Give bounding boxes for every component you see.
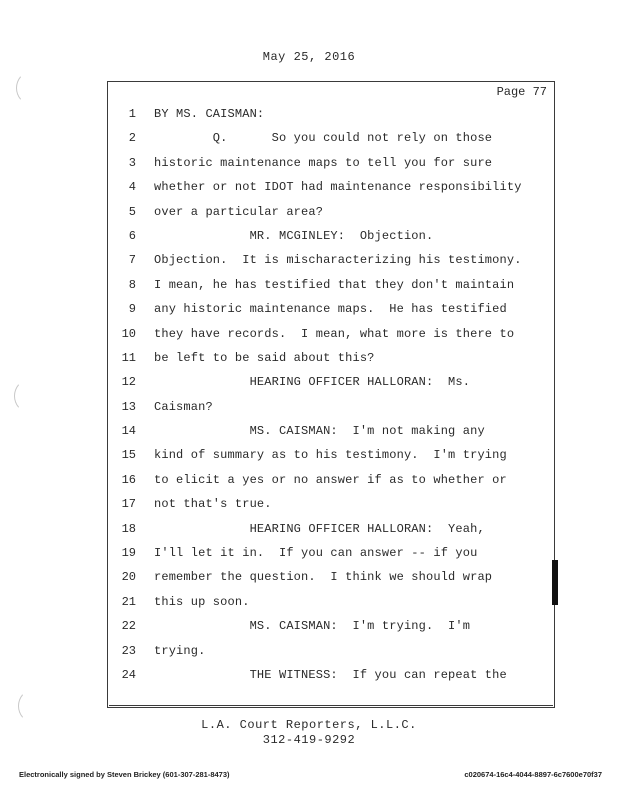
line-text: Caisman? — [154, 399, 213, 414]
transcript-line — [108, 202, 554, 226]
line-text: they have records. I mean, what more is there to — [154, 326, 515, 341]
line-number: 19 — [121, 546, 136, 561]
court-reporter-phone: 312-419-9292 — [262, 733, 356, 747]
transcript-line — [108, 104, 554, 128]
line-number: 3 — [128, 155, 136, 170]
line-number: 4 — [128, 180, 136, 195]
punch-hole-top — [16, 72, 44, 104]
line-text: be left to be said about this? — [154, 350, 375, 365]
transcript-line — [108, 153, 554, 177]
document-hash: c020674-16c4-4044-8897-6c7600e70f37 — [464, 770, 602, 779]
line-number: 17 — [121, 497, 136, 512]
line-text: MS. CAISMAN: I'm not making any — [154, 424, 485, 439]
line-number: 23 — [121, 643, 136, 658]
transcript-line — [108, 665, 554, 689]
line-text: whether or not IDOT had maintenance responsibility — [154, 180, 522, 195]
line-number: 24 — [121, 667, 136, 682]
line-text: I'll let it in. If you can answer -- if you — [154, 546, 478, 561]
line-text: this up soon. — [154, 594, 250, 609]
line-text: trying. — [154, 643, 206, 658]
line-number: 9 — [128, 302, 136, 317]
transcript-line — [108, 177, 554, 201]
transcript-line — [108, 397, 554, 421]
line-number: 7 — [128, 253, 136, 268]
line-text: Objection. It is mischaracterizing his testimony. — [154, 253, 522, 268]
line-text: remember the question. I think we should wrap — [154, 570, 493, 585]
line-text: THE WITNESS: If you can repeat the — [154, 667, 507, 682]
transcript-line — [108, 445, 554, 469]
line-number: 18 — [121, 521, 136, 536]
line-text: not that's true. — [154, 497, 272, 512]
line-text: I mean, he has testified that they don't maintain — [154, 277, 515, 292]
transcript-line — [108, 324, 554, 348]
line-number: 2 — [128, 131, 136, 146]
line-text: kind of summary as to his testimony. I'm trying — [154, 448, 507, 463]
line-number: 16 — [121, 472, 136, 487]
transcript-line — [108, 421, 554, 445]
punch-hole-middle — [14, 380, 42, 412]
transcript-line — [108, 641, 554, 665]
transcript-line — [108, 519, 554, 543]
transcript-line — [108, 567, 554, 591]
line-number: 14 — [121, 424, 136, 439]
transcript-line — [108, 494, 554, 518]
transcript-line — [108, 348, 554, 372]
line-number: 15 — [121, 448, 136, 463]
transcript-date: May 25, 2016 — [262, 50, 356, 64]
line-text: to elicit a yes or no answer if as to whether or — [154, 472, 507, 487]
line-number: 1 — [128, 107, 136, 121]
transcript-line — [108, 470, 554, 494]
transcript-line — [108, 250, 554, 274]
line-number: 8 — [128, 277, 136, 292]
line-text: BY MS. CAISMAN: — [154, 107, 265, 121]
line-text: MR. MCGINLEY: Objection. — [154, 228, 434, 243]
line-number: 5 — [128, 204, 136, 219]
margin-change-bar — [552, 560, 558, 605]
line-number: 12 — [121, 375, 136, 390]
line-number: 13 — [121, 399, 136, 414]
transcript-line — [108, 226, 554, 250]
line-number: 21 — [121, 594, 136, 609]
line-number: 10 — [121, 326, 136, 341]
line-number: 11 — [121, 350, 136, 365]
electronic-signature: Electronically signed by Steven Brickey (601-307-281-8473) — [19, 770, 230, 779]
line-number: 20 — [121, 570, 136, 585]
line-number: 6 — [128, 228, 136, 243]
page-number: Page 77 — [496, 85, 547, 99]
transcript-line — [108, 543, 554, 567]
transcript-line — [108, 299, 554, 323]
line-text: HEARING OFFICER HALLORAN: Yeah, — [154, 521, 485, 536]
transcript-line — [108, 372, 554, 396]
line-text: historic maintenance maps to tell you for sure — [154, 155, 493, 170]
transcript-lines — [108, 104, 554, 689]
line-number: 22 — [121, 619, 136, 634]
transcript-line — [108, 128, 554, 152]
line-text: over a particular area? — [154, 204, 324, 219]
line-text: Q. So you could not rely on those — [154, 131, 493, 146]
transcript-line — [108, 275, 554, 299]
court-reporter-name: L.A. Court Reporters, L.L.C. — [201, 718, 417, 732]
line-text: any historic maintenance maps. He has testified — [154, 302, 507, 317]
transcript-line — [108, 592, 554, 616]
line-text: MS. CAISMAN: I'm trying. I'm — [154, 619, 471, 634]
line-text: HEARING OFFICER HALLORAN: Ms. — [154, 375, 471, 390]
transcript-line — [108, 616, 554, 640]
transcript-page-frame — [107, 81, 555, 708]
